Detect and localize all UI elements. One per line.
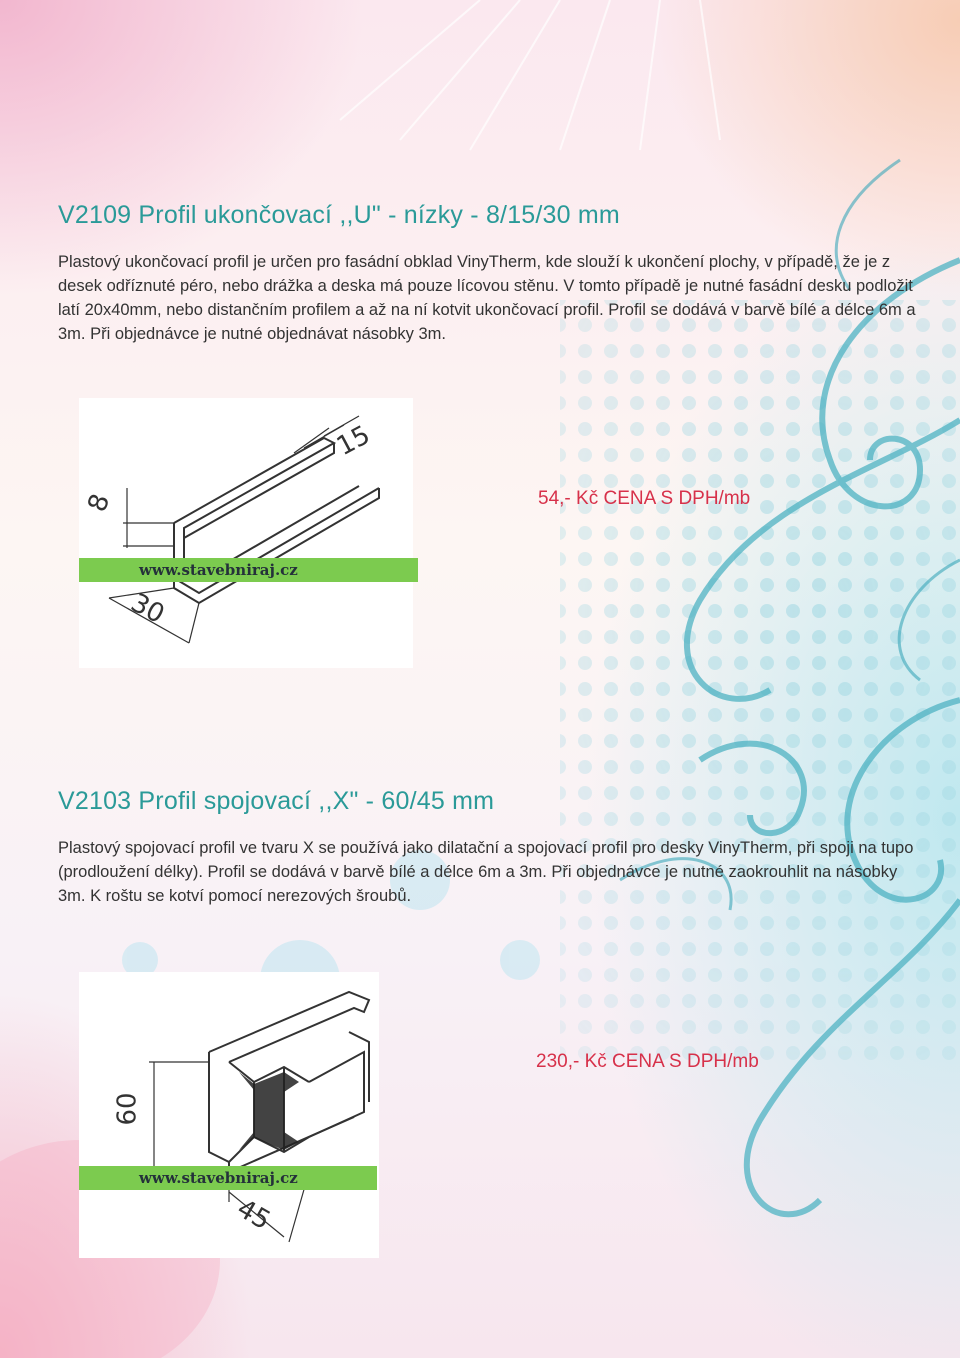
section-2-description: Plastový spojovací profil ve tvaru X se používá jako dilatační a spojovací profil pro desky VinyTherm, při spoji na tupo (prodloužení délky). Profil se dodává v barvě bílé a délce 6m a 3m. Při objednávce je nutné zaokrouhlit na násobky 3m. K roštu se kotví pomocí nerezových šroubů.: [58, 839, 914, 905]
section-1-watermark: www.stavebniraj.cz: [79, 558, 418, 582]
section-2-price: 230,- Kč CENA S DPH/mb: [536, 1051, 759, 1072]
section-2-profile-drawing: [79, 972, 379, 1258]
dimension-label-30: 30: [125, 587, 170, 631]
section-1-description: Plastový ukončovací profil je určen pro fasádní obklad VinyTherm, kde slouží k ukončení plochy, v případě, že je z desek odříznuté péro, nebo drážka a deska má pouze lícovou stěnu. V tomto případě je nutné fasádní desku podložit latí 20x40mm, nebo distančním profilem a až na ní kotvit ukončovací profil. Profil se dodává v barvě bílé a délce 6m a 3m. Při objednávce je nutné objednávat násobky 3m.: [58, 253, 916, 343]
dimension-label-60: 60: [112, 1092, 143, 1126]
dimension-label-8: 8: [82, 490, 117, 516]
section-1-price: 54,- Kč CENA S DPH/mb: [538, 488, 751, 509]
section-2-title: V2103 Profil spojovací ,,X" - 60/45 mm: [58, 787, 495, 815]
section-2-watermark: www.stavebniraj.cz: [79, 1166, 377, 1190]
dimension-label-45: 45: [231, 1193, 276, 1237]
section-1-profile-drawing: [79, 398, 413, 668]
dimension-label-15: 15: [331, 419, 376, 463]
section-1-title: V2109 Profil ukončovací ,,U" - nízky - 8/15/30 mm: [58, 201, 620, 229]
